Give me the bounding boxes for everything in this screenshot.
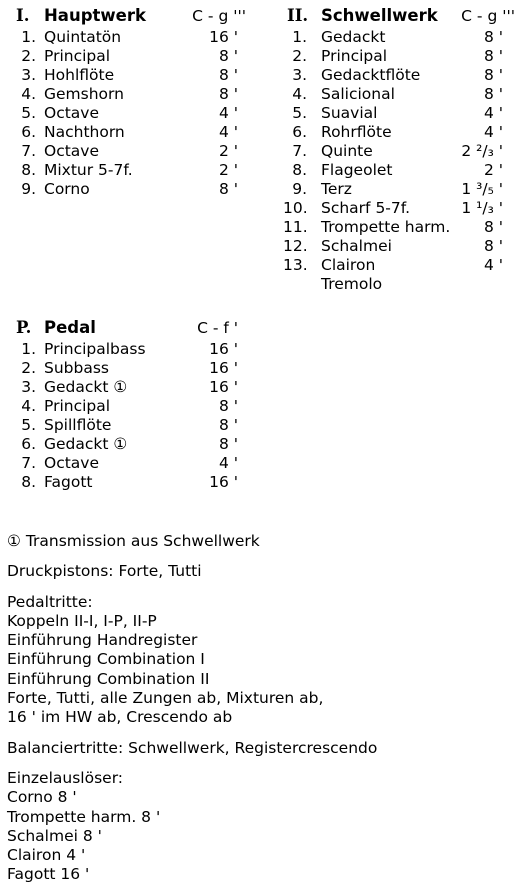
stop-name: Quinte (321, 142, 373, 160)
stop-name: Corno (44, 180, 90, 198)
stop-row (16, 123, 246, 142)
stop-number: 6. (21, 123, 36, 141)
stop-name: Hohlflöte (44, 66, 115, 84)
stop-name: Principalbass (44, 340, 146, 358)
stop-name: Principal (44, 47, 111, 65)
stop-name: Octave (44, 454, 100, 472)
stop-name: Schalmei (321, 237, 392, 255)
stop-size: 8 ' (483, 47, 503, 65)
stop-name: Suavial (321, 104, 378, 122)
stop-number: 7. (292, 142, 307, 160)
note-line: Forte, Tutti, alle Zungen ab, Mixturen ab, (7, 689, 324, 708)
division-pedal (16, 318, 246, 492)
stop-number: 2. (292, 47, 307, 65)
stop-number: 5. (21, 416, 36, 434)
stop-list (16, 340, 246, 492)
stop-row (16, 435, 246, 454)
stop-name: Gedacktflöte (321, 66, 421, 84)
note-paragraph (7, 739, 515, 758)
stop-size: 1 ¹/₃ ' (461, 199, 503, 217)
stop-number: 1. (292, 28, 307, 46)
stop-name: Gedackt ① (44, 378, 128, 396)
division-numeral: I. (16, 6, 30, 25)
note-line: Corno 8 ' (7, 788, 77, 807)
stop-name: Principal (321, 47, 388, 65)
stop-row (16, 28, 246, 47)
note-line: 16 ' im HW ab, Crescendo ab (7, 708, 233, 727)
note-line: Koppeln II-I, I-P, II-P (7, 611, 157, 630)
stop-name: Nachthorn (44, 123, 125, 141)
stop-number: 8. (21, 473, 36, 491)
stop-size: 1 ³/₅ ' (461, 180, 503, 198)
accessories-list (7, 562, 515, 884)
stop-row (287, 142, 515, 161)
stop-number: 13. (283, 256, 308, 274)
stop-row (16, 85, 246, 104)
stop-row (287, 161, 515, 180)
stop-number: 8. (292, 161, 307, 179)
note-line: Balanciertritte: Schwellwerk, Registercrescendo (7, 738, 378, 757)
stop-name: Fagott (44, 473, 93, 491)
stop-number: 5. (21, 104, 36, 122)
stop-row (287, 275, 515, 294)
division-header (16, 6, 246, 26)
stop-row (16, 340, 246, 359)
stop-name: Terz (321, 180, 352, 198)
note-line: Clairon 4 ' (7, 846, 86, 865)
stop-name: Quintatön (44, 28, 122, 46)
stop-name: Mixtur 5-7f. (44, 161, 133, 179)
note-line: Einführung Handregister (7, 631, 198, 650)
stop-size: 4 ' (483, 123, 503, 141)
division-numeral: II. (287, 6, 309, 25)
stop-size: 4 ' (218, 123, 238, 141)
division-compass: C - g ''' (192, 7, 246, 25)
stop-number: 3. (21, 378, 36, 396)
stop-number: 10. (283, 199, 308, 217)
stop-size: 8 ' (483, 85, 503, 103)
stop-name: Flageolet (321, 161, 393, 179)
stop-number: 7. (21, 142, 36, 160)
stop-number: 2. (21, 359, 36, 377)
stop-name: Scharf 5-7f. (321, 199, 411, 217)
stop-size: 4 ' (483, 104, 503, 122)
stop-row (283, 237, 515, 256)
stop-size: 16 ' (209, 359, 238, 377)
stop-size: 4 ' (218, 104, 238, 122)
stop-size: 8 ' (218, 435, 238, 453)
stop-name: Gemshorn (44, 85, 124, 103)
division-schwellwerk (283, 6, 515, 294)
stop-row (287, 180, 515, 199)
stop-row (287, 28, 515, 47)
stop-row (16, 416, 246, 435)
stop-row (16, 180, 246, 199)
stop-number: 5. (292, 104, 307, 122)
note-paragraph (7, 562, 515, 581)
stop-name: Gedackt (321, 28, 386, 46)
stop-list (283, 28, 515, 294)
stop-number: 1. (21, 28, 36, 46)
stop-list (16, 28, 246, 199)
stop-size: 2 ' (218, 161, 238, 179)
division-compass: C - f ' (197, 319, 238, 337)
footnote: ① Transmission aus Schwellwerk (7, 532, 260, 550)
stop-size: 4 ' (483, 256, 503, 274)
division-hauptwerk (16, 6, 246, 199)
stop-row (283, 218, 515, 237)
stop-size: 2 ' (483, 161, 503, 179)
stop-size: 8 ' (218, 66, 238, 84)
stop-number: 11. (283, 218, 308, 236)
stop-name: Tremolo (321, 275, 383, 293)
division-header (16, 318, 246, 338)
stop-number: 9. (292, 180, 307, 198)
division-name: Schwellwerk (321, 6, 438, 25)
stop-row (16, 161, 246, 180)
stop-row (16, 378, 246, 397)
stop-row (16, 397, 246, 416)
stop-name: Gedackt ① (44, 435, 128, 453)
stop-number: 6. (292, 123, 307, 141)
stop-number: 1. (21, 340, 36, 358)
stop-name: Octave (44, 104, 100, 122)
stop-number: 4. (21, 397, 36, 415)
stop-number: 6. (21, 435, 36, 453)
stop-size: 16 ' (209, 378, 238, 396)
stop-number: 4. (21, 85, 36, 103)
stop-row (287, 85, 515, 104)
division-header (287, 6, 515, 26)
note-paragraph (7, 769, 515, 885)
note-paragraph (7, 593, 515, 728)
stop-row (283, 199, 515, 218)
stop-name: Subbass (44, 359, 109, 377)
stop-name: Clairon (321, 256, 376, 274)
stop-name: Trompette harm. (321, 218, 451, 236)
note-line: Einführung Combination I (7, 650, 205, 669)
note-line: Druckpistons: Forte, Tutti (7, 562, 202, 581)
note-line: Schalmei 8 ' (7, 826, 102, 845)
note-line: Fagott 16 ' (7, 865, 90, 884)
note-line: Trompette harm. 8 ' (7, 807, 161, 826)
division-numeral: P. (16, 318, 32, 337)
stop-number: 7. (21, 454, 36, 472)
stop-size: 2 ' (218, 142, 238, 160)
stop-name: Octave (44, 142, 100, 160)
note-line: Einführung Combination II (7, 669, 210, 688)
note-line: Pedaltritte: (7, 592, 93, 611)
stop-number: 8. (21, 161, 36, 179)
stop-size: 8 ' (218, 397, 238, 415)
stop-row (287, 66, 515, 85)
stop-row (287, 104, 515, 123)
stop-number: 12. (283, 237, 308, 255)
stop-size: 8 ' (218, 180, 238, 198)
stop-name: Principal (44, 397, 111, 415)
stop-row (287, 47, 515, 66)
stop-size: 8 ' (483, 237, 503, 255)
stop-row (16, 454, 246, 473)
stop-size: 4 ' (218, 454, 238, 472)
stop-size: 16 ' (209, 340, 238, 358)
stop-size: 8 ' (483, 66, 503, 84)
stop-name: Rohrflöte (321, 123, 392, 141)
stop-size: 8 ' (483, 218, 503, 236)
stop-number: 4. (292, 85, 307, 103)
stop-size: 8 ' (218, 416, 238, 434)
stop-number: 3. (292, 66, 307, 84)
division-compass: C - g ''' (461, 7, 515, 25)
stop-row (16, 47, 246, 66)
stop-size: 8 ' (218, 85, 238, 103)
division-name: Hauptwerk (44, 6, 146, 25)
stop-size: 16 ' (209, 28, 238, 46)
stop-row (283, 256, 515, 275)
stop-row (16, 66, 246, 85)
stop-row (287, 123, 515, 142)
note-line: Einzelauslöser: (7, 768, 124, 787)
stop-name: Spillflöte (44, 416, 112, 434)
stop-number: 9. (21, 180, 36, 198)
stop-size: 16 ' (209, 473, 238, 491)
stop-row (16, 104, 246, 123)
stop-size: 2 ²/₃ ' (461, 142, 503, 160)
division-name: Pedal (44, 318, 96, 337)
stop-row (16, 473, 246, 492)
stop-row (16, 142, 246, 161)
stop-number: 2. (21, 47, 36, 65)
stop-size: 8 ' (483, 28, 503, 46)
stop-name: Salicional (321, 85, 395, 103)
notes-section (7, 532, 515, 896)
stop-size: 8 ' (218, 47, 238, 65)
stop-row (16, 359, 246, 378)
stop-number: 3. (21, 66, 36, 84)
